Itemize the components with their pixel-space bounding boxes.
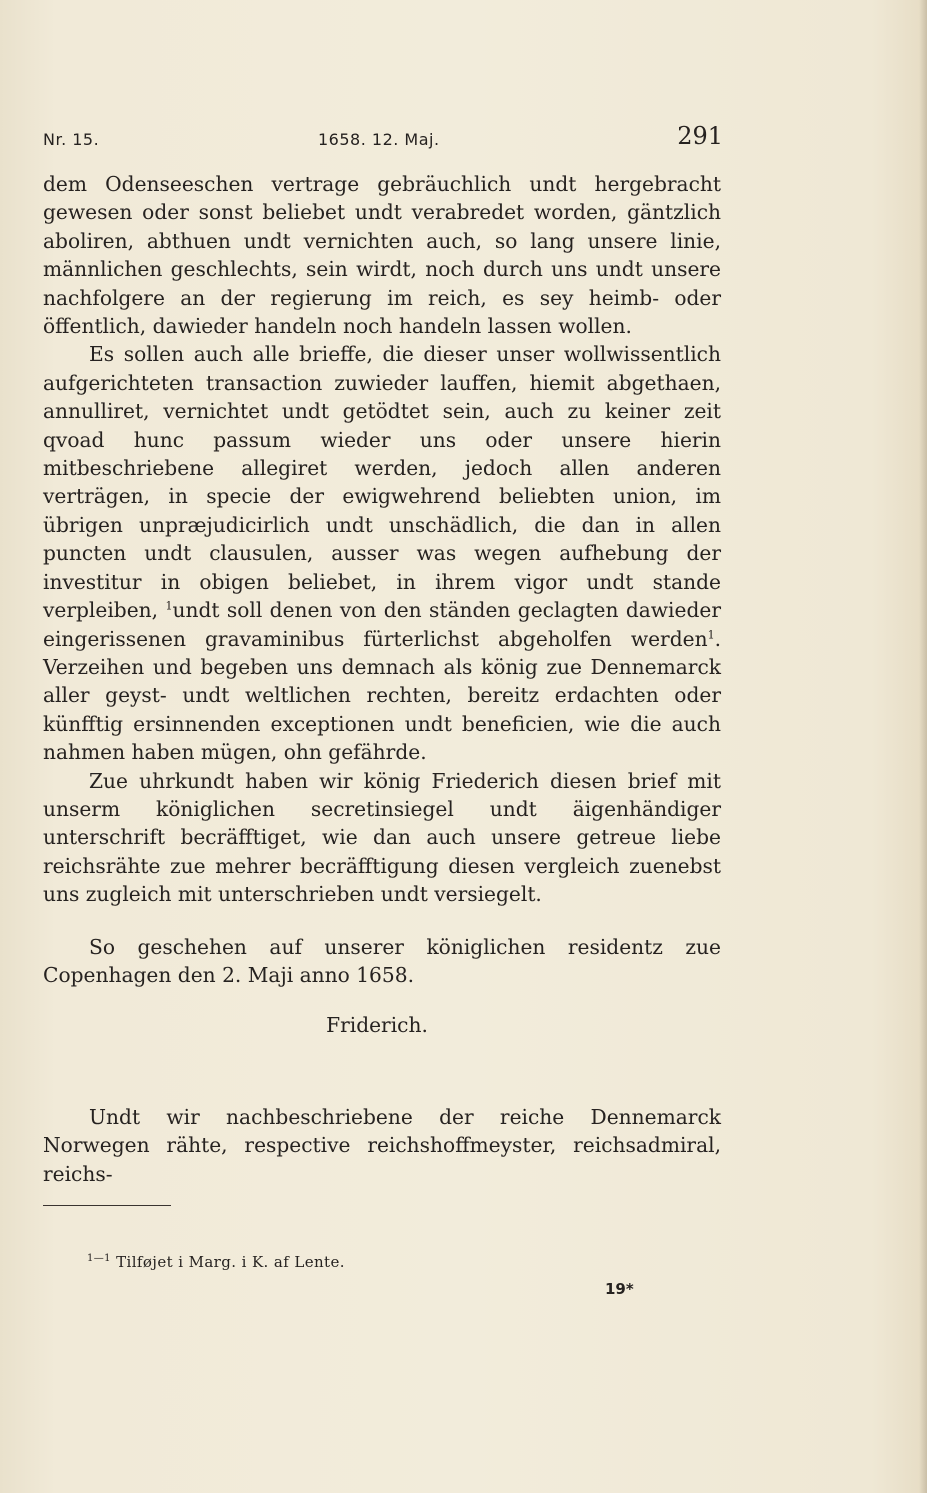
page-edge-shadow: [919, 0, 927, 1493]
signature-name: Friderich.: [326, 1013, 428, 1037]
document-date: 1658. 12. Maj.: [318, 130, 440, 149]
footnote-rule: [43, 1205, 171, 1206]
paragraph-2-part-3: . Verzeihen und begeben uns demnach als könig zue Dennemarck aller geyst- undt weltlichen rechten, bereitz erdachten oder künfftig ersinnenden exceptionen undt beneficien, wie die auch nahmen haben mügen, ohn gefährde.: [43, 626, 721, 765]
main-text: [43, 170, 721, 989]
paragraph-4: So geschehen auf unserer königlichen residentz zue Copenhagen den 2. Maji anno 1658.: [43, 934, 721, 987]
footnote-mark: 1—1: [87, 1253, 111, 1264]
closing-paragraph: Undt wir nachbeschriebene der reiche Dennemarck Norwegen rähte, respective reichshoffmeyster, reichsadmiral, reichs-: [43, 1105, 721, 1186]
footnote-mark-close: 1: [707, 627, 715, 641]
paragraph-2: [43, 340, 721, 766]
page-number: 291: [677, 122, 723, 150]
paragraph-3: Zue uhrkundt haben wir könig Friederich diesen brief mit unserm königlichen secretinsiegel undt äigenhändiger unterschrift becräfftiget, wie dan auch unsere getreue liebe reichsrähte zue mehrer becräfftigung diesen vergleich zuenebst uns zugleich mit unterschrieben undt versiegelt.: [43, 768, 721, 907]
footnote-mark-open: 1: [165, 599, 173, 613]
footnote: [87, 1253, 345, 1271]
signature-mark: 19*: [605, 1280, 634, 1298]
paragraph-1: dem Odenseeschen vertrage gebräuchlich undt hergebracht gewesen oder sonst beliebet undt verabredet worden, gäntzlich aboliren, abthuen undt vernichten auch, so lang unsere linie, männlichen geschlechts, sein wirdt, noch durch uns undt unsere nachfolgere an der regierung im reich, es sey heimb- oder öffentlich, dawieder handeln noch handeln lassen wollen.: [43, 172, 721, 339]
paragraph-2-part-1: Es sollen auch alle brieffe, die dieser unser wollwissentlich aufgerichteten transaction zuwieder lauffen, hiemit abgethaen, annulliret, vernichtet undt getödtet sein, auch zu keiner zeit qvoad hunc passum wieder uns oder unsere hierin mitbeschriebene allegiret werden, jedoch allen anderen verträgen, in specie der ewigwehrend beliebten union, im übrigen unpræjudicirlich undt unschädlich, die dan in allen puncten undt clausulen, ausser was wegen aufhebung der investitur in obigen beliebet, in ihrem vigor undt stande verpleiben,: [43, 342, 721, 623]
running-header: [43, 122, 723, 156]
document-number: Nr. 15.: [43, 130, 100, 149]
paragraph-2-part-2: undt soll denen von den ständen geclagten dawieder eingerissenen gravaminibus fürterlichst abgeholfen werden: [43, 598, 721, 651]
footnote-text: Tilføjet i Marg. i K. af Lente.: [116, 1253, 345, 1271]
